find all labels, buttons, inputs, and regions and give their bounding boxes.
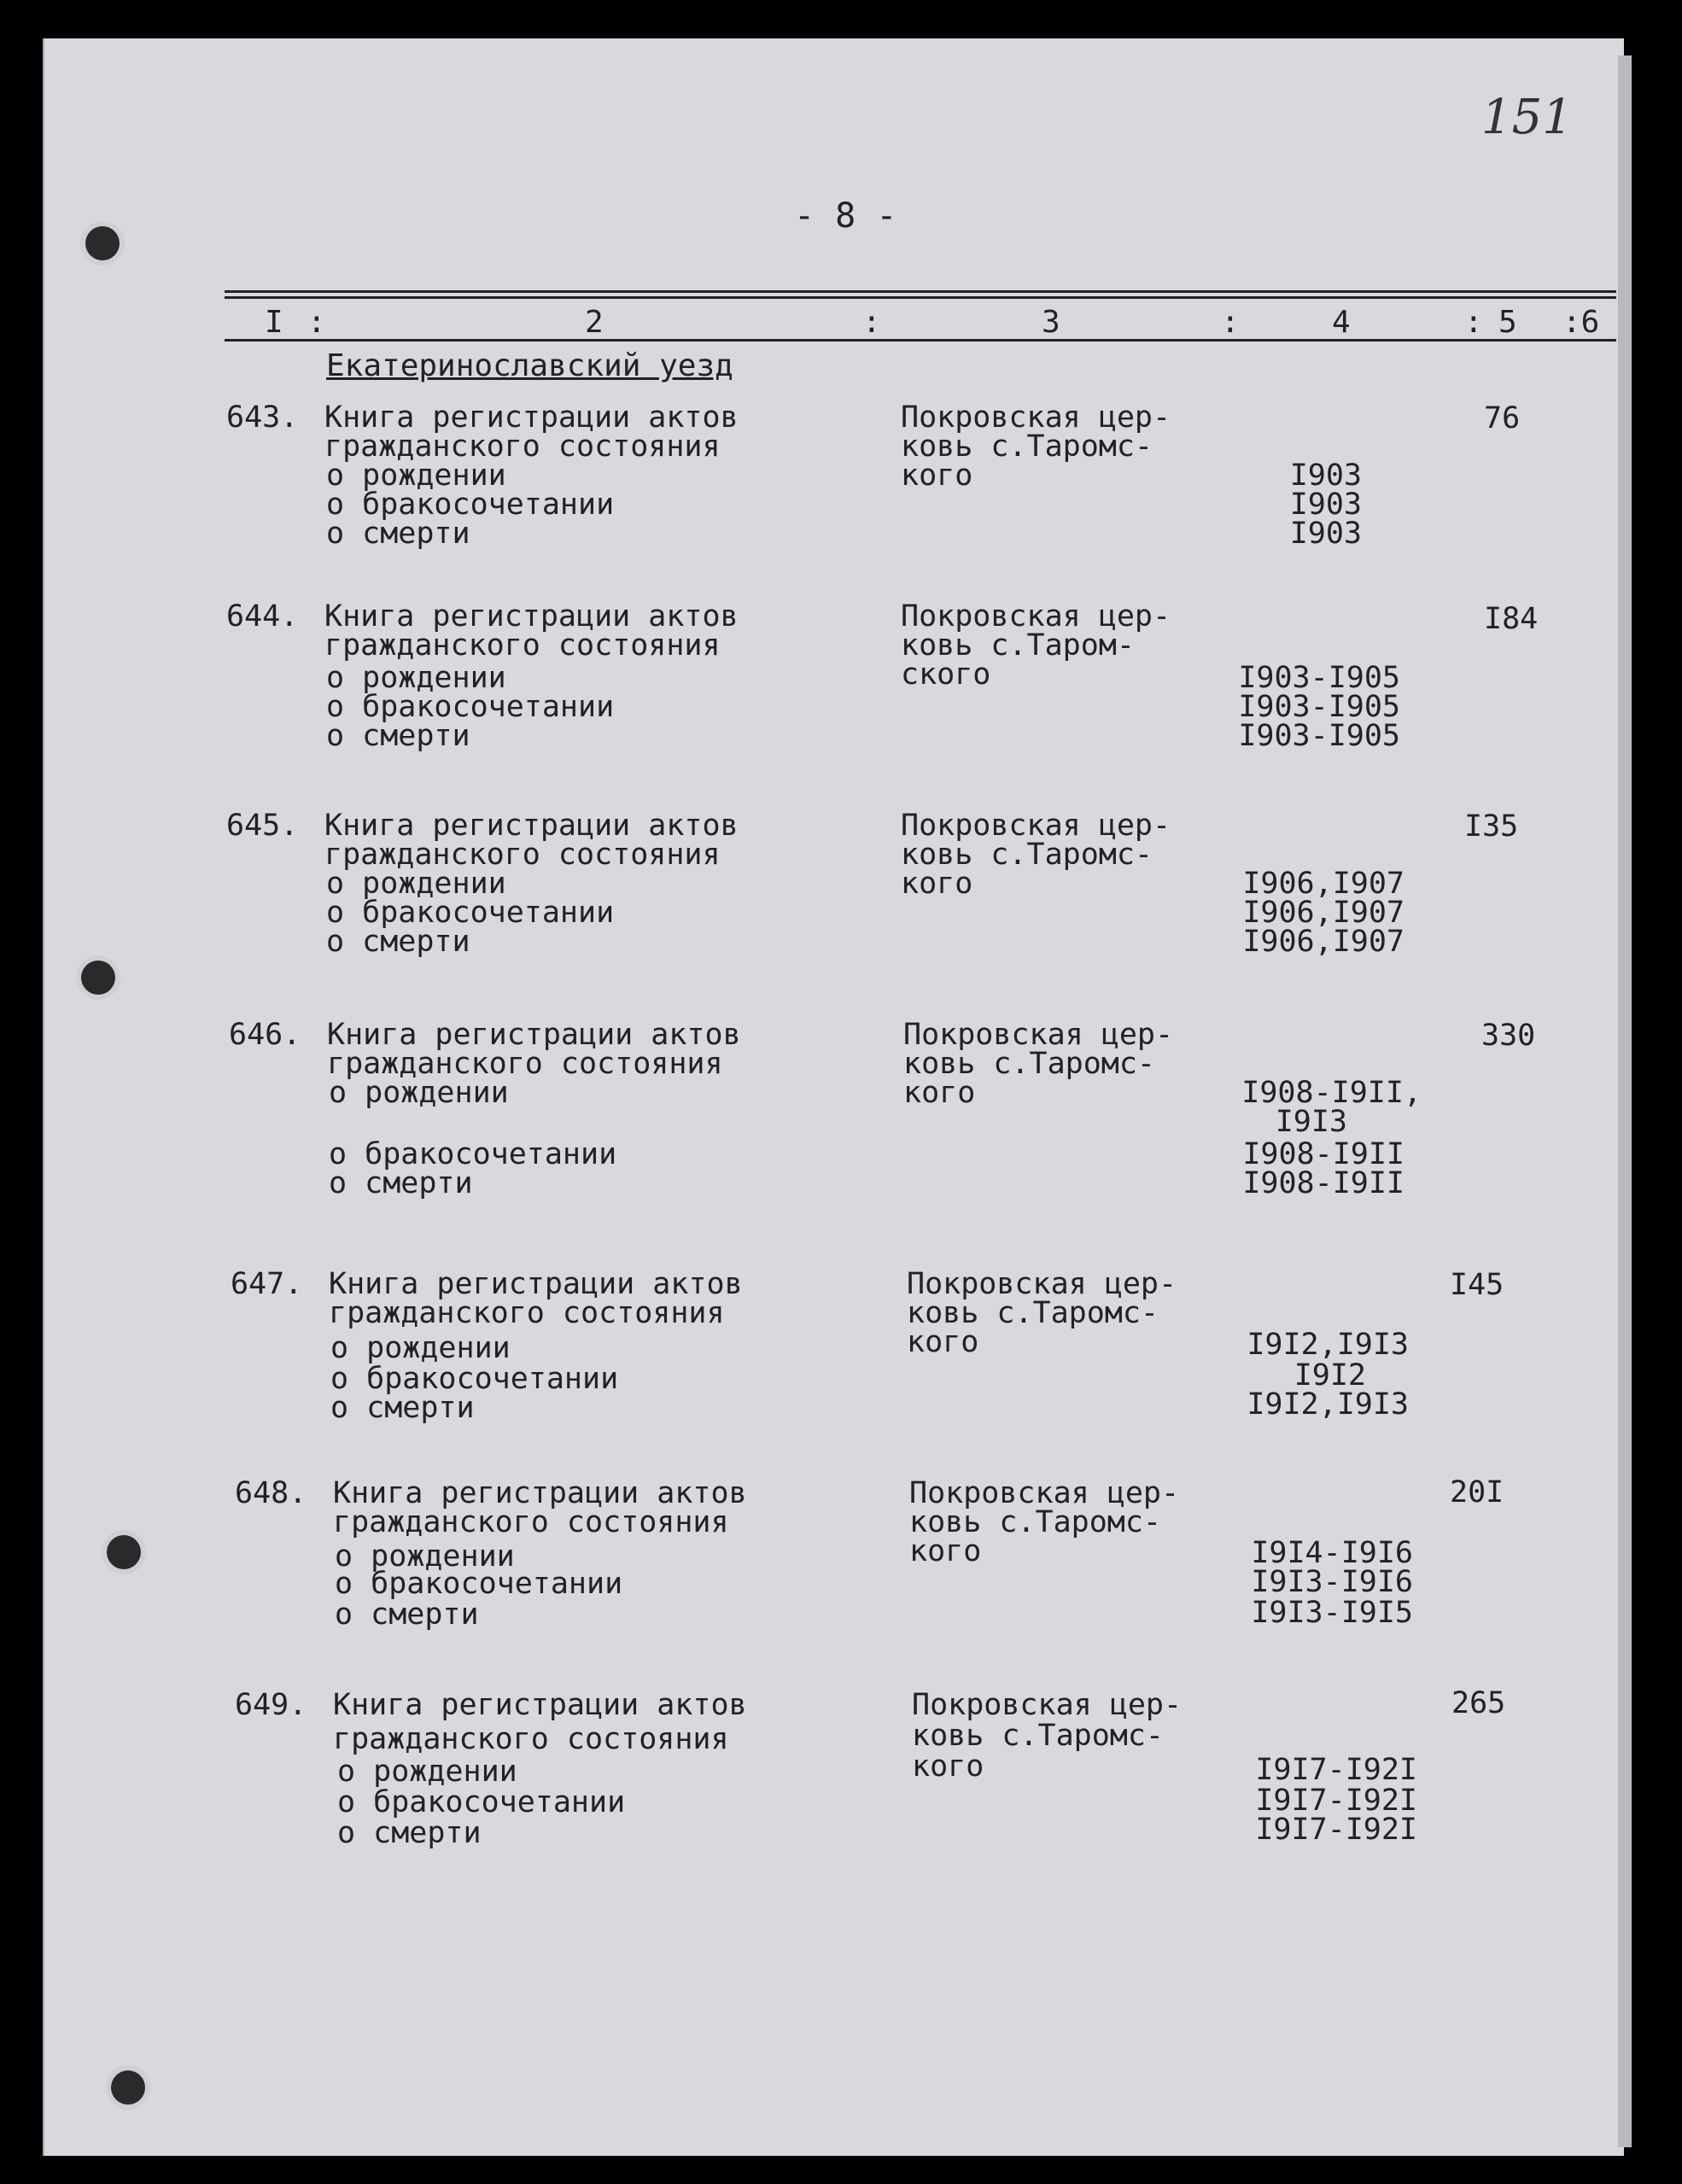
entry-item: о смерти bbox=[326, 719, 470, 753]
entry-item: о рождении bbox=[326, 867, 506, 901]
entry-item: о бракосочетании bbox=[326, 690, 615, 724]
entry-item: о рождении bbox=[335, 1539, 515, 1574]
church-line: кого bbox=[912, 1749, 984, 1784]
church-line: ковь с.Таромс- bbox=[907, 1296, 1159, 1330]
entry-title-line: Книга регистрации актов bbox=[324, 809, 739, 843]
header-rule-top bbox=[225, 290, 1616, 293]
years-value: I903 bbox=[1289, 488, 1362, 522]
years-value: I908-I9II, bbox=[1241, 1076, 1422, 1110]
entry-title-line: Книга регистрации актов bbox=[329, 1267, 743, 1301]
years-value: I906,I907 bbox=[1242, 867, 1405, 901]
entry-number: 648. bbox=[235, 1476, 307, 1510]
years-value: I903-I905 bbox=[1238, 719, 1400, 753]
column-number: :6 bbox=[1562, 305, 1600, 340]
entry-item: о смерти bbox=[326, 925, 470, 959]
column-separator: : bbox=[1464, 305, 1483, 340]
entry-number: 647. bbox=[231, 1267, 303, 1301]
church-line: ковь с.Таромс- bbox=[912, 1719, 1165, 1753]
church-line: Покровская цер- bbox=[903, 1018, 1174, 1052]
years-value: I906,I907 bbox=[1242, 896, 1405, 930]
church-line: ковь с.Таромс- bbox=[909, 1505, 1162, 1539]
years-value: I9I3 bbox=[1275, 1105, 1347, 1139]
entry-item: о бракосочетании bbox=[326, 488, 615, 522]
entry-item: о смерти bbox=[335, 1597, 479, 1632]
page-number: - 8 - bbox=[794, 196, 897, 236]
church-line: кого bbox=[903, 1076, 976, 1110]
column-number: 3 bbox=[1042, 305, 1060, 340]
entry-title-line: Книга регистрации актов bbox=[333, 1476, 747, 1510]
entry-title-line: Книга регистрации актов bbox=[333, 1688, 747, 1722]
years-value: I9I4-I9I6 bbox=[1251, 1536, 1413, 1570]
archive-number: 151 bbox=[1481, 90, 1573, 145]
church-line: кого bbox=[907, 1325, 979, 1359]
church-line: Покровская цер- bbox=[912, 1688, 1183, 1722]
header-rule-bottom bbox=[225, 339, 1616, 342]
years-value: I903-I905 bbox=[1238, 661, 1400, 695]
sheet-count: I35 bbox=[1464, 809, 1519, 844]
years-value: I908-I9II bbox=[1242, 1166, 1405, 1200]
entry-item: о бракосочетании bbox=[330, 1362, 619, 1396]
entry-item: о рождении bbox=[329, 1076, 509, 1110]
church-line: ковь с.Таромс- bbox=[903, 1047, 1156, 1081]
entry-title-line: гражданского состояния bbox=[324, 628, 721, 663]
years-value: I9I2 bbox=[1294, 1358, 1366, 1393]
years-value: I903-I905 bbox=[1238, 690, 1400, 724]
entry-title-line: гражданского состояния bbox=[324, 838, 721, 872]
years-value: I9I7-I92I bbox=[1255, 1784, 1417, 1818]
entry-item: о рождении bbox=[337, 1755, 517, 1789]
entry-title-line: Книга регистрации актов bbox=[324, 599, 739, 634]
entry-number: 644. bbox=[226, 599, 299, 634]
punch-hole bbox=[107, 1535, 141, 1569]
entry-item: о рождении bbox=[330, 1331, 511, 1365]
entry-number: 646. bbox=[229, 1018, 301, 1052]
page-edge bbox=[1618, 55, 1632, 2147]
sheet-count: I45 bbox=[1450, 1268, 1504, 1302]
entry-item: о бракосочетании bbox=[337, 1785, 626, 1819]
years-value: I9I3-I9I6 bbox=[1251, 1565, 1413, 1599]
section-heading: Екатеринославский уезд bbox=[326, 348, 733, 383]
years-value: I908-I9II bbox=[1242, 1137, 1405, 1171]
sheet-count: 76 bbox=[1484, 401, 1521, 435]
column-number: I bbox=[265, 305, 283, 340]
church-line: Покровская цер- bbox=[901, 809, 1171, 843]
church-line: ковь с.Таромс- bbox=[901, 429, 1153, 464]
church-line: Покровская цер- bbox=[901, 400, 1171, 435]
sheet-count: 20I bbox=[1450, 1475, 1504, 1510]
entry-title-line: гражданского состояния bbox=[333, 1722, 729, 1756]
punch-hole bbox=[111, 2070, 145, 2105]
column-number: 4 bbox=[1332, 305, 1351, 340]
entry-item: о смерти bbox=[337, 1816, 482, 1850]
entry-number: 643. bbox=[226, 400, 299, 435]
church-line: кого bbox=[901, 867, 973, 901]
entry-title-line: гражданского состояния bbox=[327, 1047, 723, 1081]
church-line: кого bbox=[901, 458, 973, 493]
years-value: I903 bbox=[1289, 517, 1362, 551]
entry-item: о смерти bbox=[329, 1166, 473, 1200]
sheet-count: 330 bbox=[1481, 1019, 1536, 1053]
entry-title-line: Книга регистрации актов bbox=[324, 400, 739, 435]
entry-title-line: Книга регистрации актов bbox=[327, 1018, 741, 1052]
entry-item: о рождении bbox=[326, 661, 506, 695]
years-value: I9I7-I92I bbox=[1255, 1753, 1417, 1787]
punch-hole bbox=[81, 961, 115, 995]
church-line: Покровская цер- bbox=[901, 599, 1171, 634]
column-number: 5 bbox=[1498, 305, 1517, 340]
years-value: I903 bbox=[1289, 458, 1362, 493]
entry-item: о рождении bbox=[326, 458, 506, 493]
entry-title-line: гражданского состояния bbox=[324, 429, 721, 464]
church-line: ковь с.Таромс- bbox=[901, 838, 1153, 872]
years-value: I906,I907 bbox=[1242, 925, 1405, 959]
column-separator: : bbox=[1221, 305, 1240, 340]
entry-item: о бракосочетании bbox=[335, 1567, 623, 1601]
column-number: 2 bbox=[585, 305, 604, 340]
church-line: ковь с.Таром- bbox=[901, 628, 1135, 663]
entry-item: о смерти bbox=[330, 1391, 475, 1425]
years-value: I9I7-I92I bbox=[1255, 1813, 1417, 1847]
church-line: Покровская цер- bbox=[907, 1267, 1177, 1301]
entry-title-line: гражданского состояния bbox=[333, 1505, 729, 1539]
sheet-count: I84 bbox=[1484, 602, 1539, 636]
sheet-count: 265 bbox=[1451, 1686, 1506, 1720]
church-line: ского bbox=[901, 657, 991, 692]
church-line: кого bbox=[909, 1534, 982, 1568]
column-separator: : bbox=[862, 305, 881, 340]
entry-number: 645. bbox=[226, 809, 299, 843]
punch-hole bbox=[85, 226, 120, 260]
entry-number: 649. bbox=[235, 1688, 307, 1722]
entry-item: о бракосочетании bbox=[326, 896, 615, 930]
entry-item: о смерти bbox=[326, 517, 470, 551]
years-value: I9I2,I9I3 bbox=[1247, 1328, 1409, 1362]
entry-title-line: гражданского состояния bbox=[329, 1296, 725, 1330]
years-value: I9I2,I9I3 bbox=[1247, 1387, 1409, 1422]
column-separator: : bbox=[307, 305, 326, 340]
header-rule-top-2 bbox=[225, 296, 1616, 299]
church-line: Покровская цер- bbox=[909, 1476, 1180, 1510]
entry-item: о бракосочетании bbox=[329, 1137, 617, 1171]
years-value: I9I3-I9I5 bbox=[1251, 1596, 1413, 1630]
